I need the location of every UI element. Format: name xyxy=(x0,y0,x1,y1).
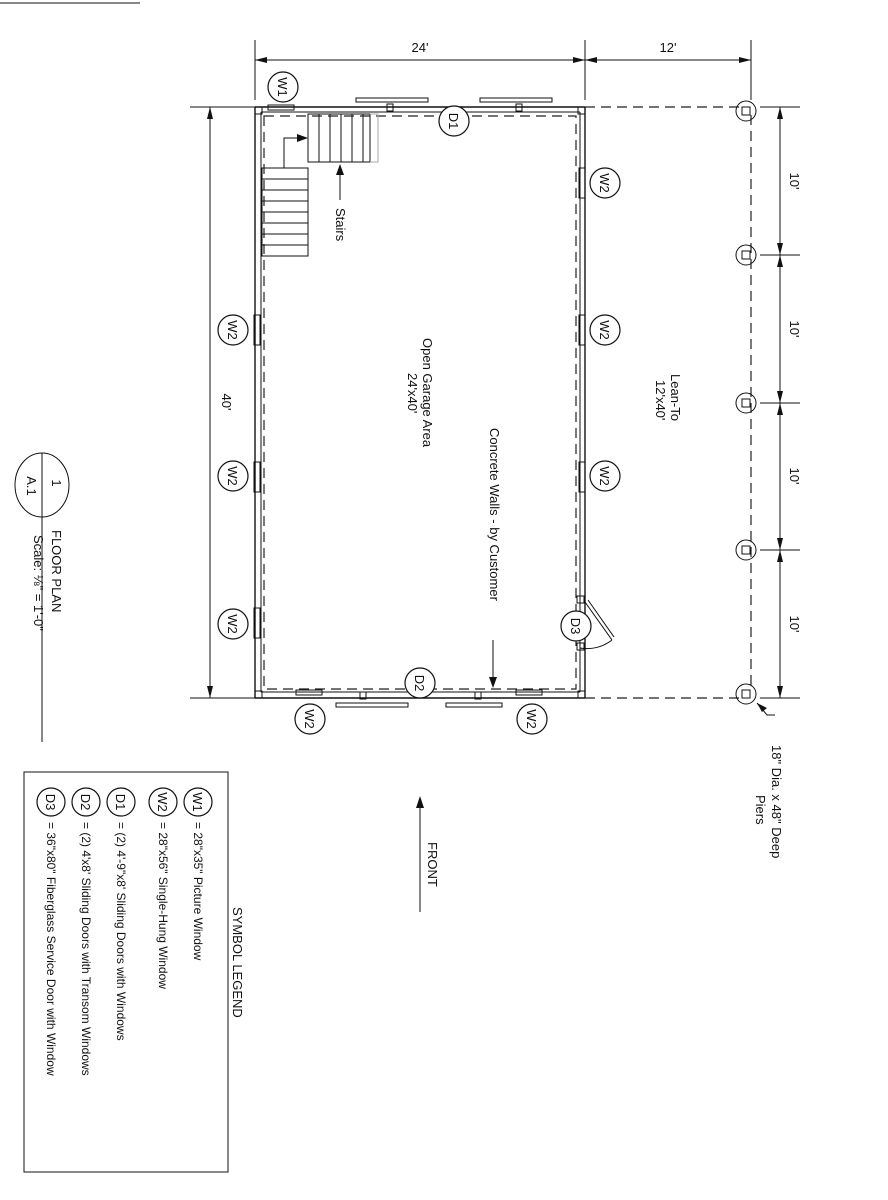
tag-w2-plan-left-2 xyxy=(218,461,248,491)
dimension-left: 40' xyxy=(219,393,234,411)
tag-w2-plan-left-1 xyxy=(218,315,248,345)
pier-4 xyxy=(736,540,756,560)
svg-text:D1: D1 xyxy=(446,112,461,130)
tag-w2-plan-left-3 xyxy=(218,609,248,639)
pier-1 xyxy=(736,101,756,121)
title-number: 1 xyxy=(49,479,64,487)
svg-text:W1: W1 xyxy=(275,77,290,97)
svg-text:W2: W2 xyxy=(302,709,317,729)
front-indicator xyxy=(416,796,440,912)
pier-3 xyxy=(736,393,756,413)
concrete-walls-label: Concrete Walls - by Customer xyxy=(487,428,502,601)
svg-text:W2: W2 xyxy=(225,614,240,634)
stairs xyxy=(262,114,378,256)
dimension-right-3: 10' xyxy=(787,467,802,485)
tag-w2-plan-right-2 xyxy=(590,315,620,345)
svg-text:W2: W2 xyxy=(225,466,240,486)
legend-item-d1 xyxy=(107,788,135,1041)
open-area-size: 24'x40' xyxy=(405,373,420,414)
svg-text:W2: W2 xyxy=(524,709,539,729)
dimension-top-left: 24' xyxy=(411,40,429,55)
tag-w2-plan-right-1 xyxy=(590,168,620,198)
svg-text:= (2) 4'-9"x8' Sliding Doors w: = (2) 4'-9"x8' Sliding Doors with Windows xyxy=(114,822,128,1041)
svg-text:W2: W2 xyxy=(225,320,240,340)
top-dimensions xyxy=(255,40,751,100)
tag-w1-plan xyxy=(268,72,298,102)
dimension-right-4: 10' xyxy=(787,615,802,633)
svg-text:= 28"x35" Picture Window: = 28"x35" Picture Window xyxy=(191,822,205,961)
tag-w2-plan-bottom-1 xyxy=(295,704,325,734)
svg-text:W2: W2 xyxy=(597,320,612,340)
svg-text:= 36"x80" Fiberglass Service D: = 36"x80" Fiberglass Service Door with Window xyxy=(44,822,58,1076)
svg-text:W2: W2 xyxy=(597,466,612,486)
right-dimensions xyxy=(760,107,802,698)
legend-item-d2 xyxy=(72,788,100,1076)
title-floor-plan: FLOOR PLAN xyxy=(49,530,64,613)
tag-d2-plan xyxy=(405,668,435,698)
leanto-size: 12'x40' xyxy=(653,380,668,421)
tag-d1-plan xyxy=(439,106,469,136)
stairs-label: Stairs xyxy=(333,208,348,242)
svg-text:D2: D2 xyxy=(412,674,427,692)
title-block xyxy=(15,453,69,742)
svg-text:W2: W2 xyxy=(597,173,612,193)
title-sheet: A.1 xyxy=(24,476,39,496)
svg-text:D3: D3 xyxy=(43,793,58,811)
leanto-name: Lean-To xyxy=(668,374,683,421)
concrete-arrow xyxy=(489,677,497,688)
svg-text:W1: W1 xyxy=(190,792,205,812)
piers-note xyxy=(753,703,784,858)
left-dimension xyxy=(190,107,258,698)
top-wall-openings xyxy=(268,98,552,111)
dimension-top-right: 12' xyxy=(659,40,677,55)
svg-text:D1: D1 xyxy=(113,793,128,811)
pier-5 xyxy=(736,684,756,704)
svg-text:W2: W2 xyxy=(155,792,170,812)
svg-text:= 28"x56" Single-Hung Window: = 28"x56" Single-Hung Window xyxy=(156,822,170,989)
tag-w2-plan-bottom-2 xyxy=(517,704,547,734)
symbol-legend xyxy=(24,772,245,1172)
dimension-right-1: 10' xyxy=(787,172,802,190)
legend-title: SYMBOL LEGEND xyxy=(230,907,245,1018)
open-area-name: Open Garage Area xyxy=(420,338,435,448)
title-scale: Scale: ⅛" = 1'-0" xyxy=(31,535,46,631)
svg-text:D2: D2 xyxy=(78,793,93,811)
piers xyxy=(736,101,756,704)
pier-2 xyxy=(736,245,756,265)
piers-label-line1: 18" Dia. x 48" Deep xyxy=(769,745,784,859)
tag-w2-plan-right-3 xyxy=(590,461,620,491)
piers-label-line2: Piers xyxy=(753,795,768,825)
legend-item-w2 xyxy=(149,788,177,989)
svg-text:= (2) 4'x8' Sliding Doors with: = (2) 4'x8' Sliding Doors with Transom Windows xyxy=(79,822,93,1076)
legend-item-w1 xyxy=(184,788,212,961)
dimension-right-2: 10' xyxy=(787,320,802,338)
tag-d3-plan xyxy=(561,611,591,641)
front-label: FRONT xyxy=(425,842,440,887)
svg-text:D3: D3 xyxy=(568,617,583,635)
legend-item-d3 xyxy=(37,788,65,1076)
